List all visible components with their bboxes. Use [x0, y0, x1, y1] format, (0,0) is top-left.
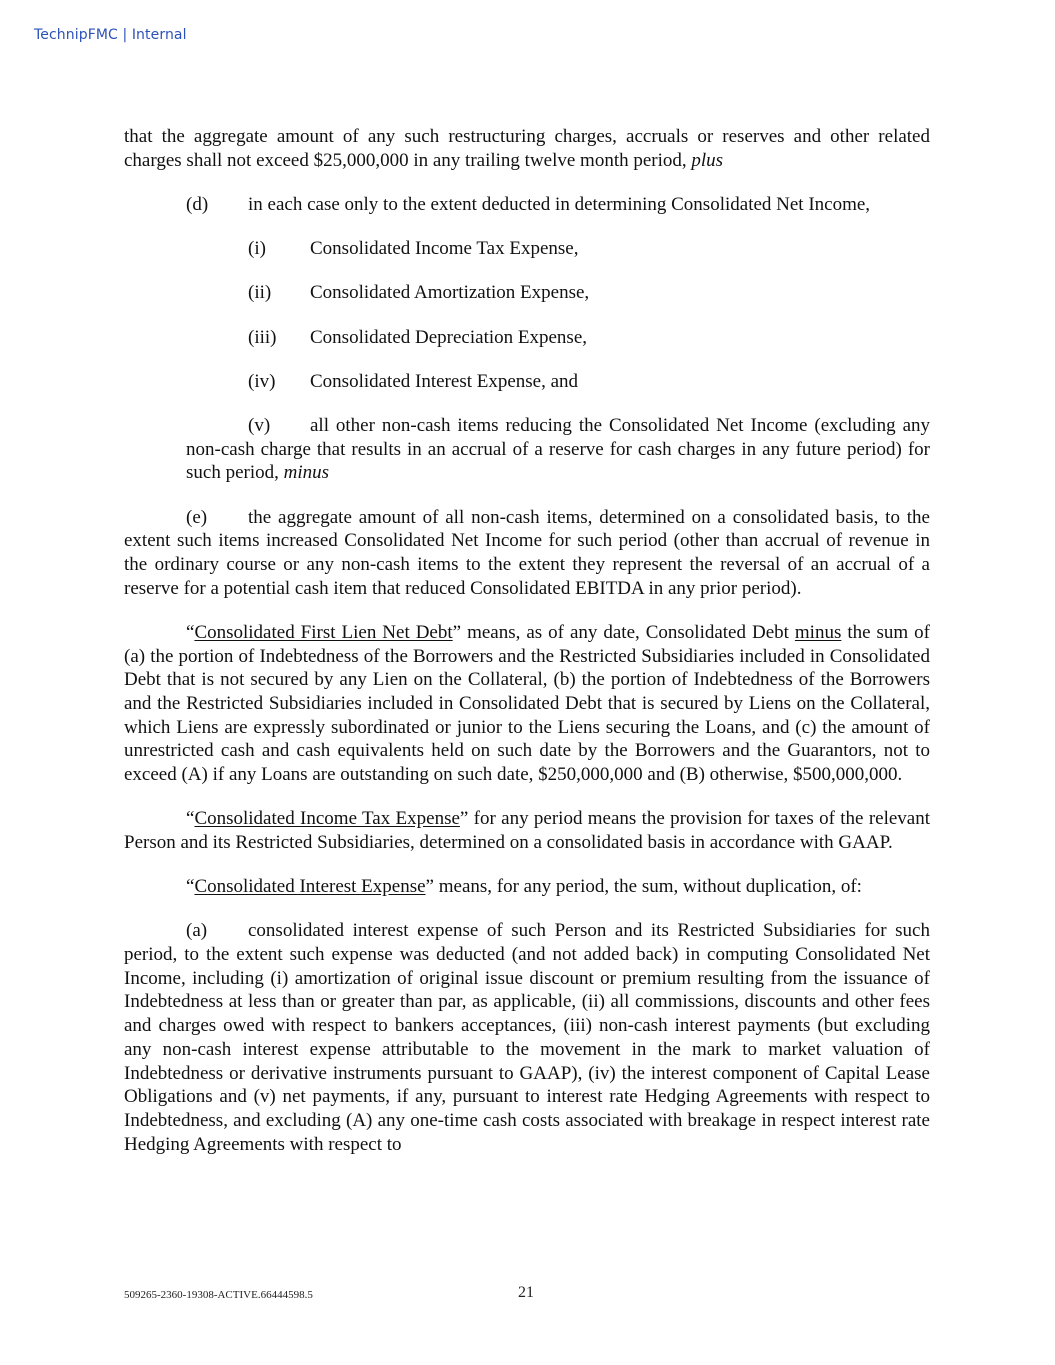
clause-d — [124, 193, 930, 217]
document-id-footer: 509265-2360-19308-ACTIVE.66444598.5 — [124, 1289, 313, 1301]
underlined-minus: minus — [794, 621, 842, 643]
clause-label: (a) — [186, 920, 208, 942]
clause-d-iii — [124, 326, 930, 350]
clause-e — [124, 506, 930, 601]
quote-open: “ — [186, 808, 195, 830]
paragraph-continuation — [124, 125, 930, 172]
clause-d-i — [124, 237, 930, 261]
clause-label: (ii) — [248, 282, 272, 304]
clause-d-ii — [124, 281, 930, 305]
emphasis-minus: minus — [283, 462, 330, 484]
paragraph-text: that the aggregate amount of any such restructuring charges, accruals or reserves and other related charges shall not exceed $25,000,000 in any trailing twelve month period, — [124, 126, 930, 171]
clause-text: Consolidated Interest Expense, and — [310, 370, 579, 392]
defined-term: Consolidated Income Tax Expense — [194, 808, 460, 830]
clause-text: Consolidated Income Tax Expense, — [310, 238, 579, 260]
quote-open: “ — [186, 621, 195, 643]
emphasis-plus: plus — [691, 149, 724, 171]
clause-text: the aggregate amount of all non-cash items, determined on a consolidated basis, to the extent such items increased Consolidated Net Income for such period (other than accrual of revenue in the ordinary course or any non-cash items to the extent they represent the reversal of an accrual of a reserve for a potential cash item that reduced Consolidated EBITDA in any prior period). — [124, 506, 930, 599]
clause-label: (v) — [248, 414, 271, 436]
document-body — [124, 125, 930, 1177]
clause-text: consolidated interest expense of such Person and its Restricted Subsidiaries for such period, to the extent such expense was deducted (and not added back) in computing Consolidated Net Income, including (i) amortization of original issue discount or premium resulting from the issuance of Indebtedness at less than or greater than par, as applicable, (ii) all commissions, discounts and other fees and charges owed with respect to bankers acceptances, (iii) non-cash interest payments (but excluding any non-cash interest expense attributable to the movement in the mark to market valuation of Indebtedness or derivative instruments pursuant to GAAP), (iv) the interest component of Capital Lease Obligations and (v) net payments, if any, pursuant to interest rate Hedging Agreements with respect to Indebtedness, and excluding (A) any one-time cash costs associated with breakage in respect interest rate Hedging Agreements with respect to — [124, 920, 930, 1155]
definition-text: ” means, as of any date, Consolidated Debt — [452, 621, 795, 643]
definition-text: ” means, for any period, the sum, without duplication, of: — [425, 876, 862, 898]
quote-open: “ — [186, 876, 195, 898]
definition-text: the sum of (a) the portion of Indebtedness of the Borrowers and the Restricted Subsidiaries included in Consolidated Debt that is not secured by any Lien on the Collateral, (b) the portion of Indebtedness of the Borrowers and the Restricted Subsidiaries included in Consolidated Debt that is secured by Liens on the Collateral, which Liens are expressly subordinated or junior to the Liens securing the Loans, and (c) the amount of unrestricted cash and cash equivalents held on such date by the Borrowers and the Guarantors, not to exceed (A) if any Loans are outstanding on such date, $250,000,000 and (B) otherwise, $500,000,000. — [124, 621, 930, 786]
clause-text: in each case only to the extent deducted in determining Consolidated Net Income, — [248, 193, 871, 215]
clause-d-iv — [124, 370, 930, 394]
clause-label: (i) — [248, 238, 266, 260]
clause-text: all other non-cash items reducing the Consolidated Net Income (excluding any non-cash charge that results in an accrual of a reserve for cash charges in any future period) for such period, — [186, 414, 930, 484]
classification-header: TechnipFMC | Internal — [34, 27, 187, 43]
clause-text: Consolidated Depreciation Expense, — [310, 326, 588, 348]
clause-text: Consolidated Amortization Expense, — [310, 282, 590, 304]
clause-label: (iv) — [248, 370, 276, 392]
clause-label: (iii) — [248, 326, 277, 348]
definition-consolidated-interest-expense — [124, 875, 930, 899]
page-number: 21 — [518, 1284, 534, 1301]
defined-term: Consolidated First Lien Net Debt — [194, 621, 453, 643]
definition-consolidated-income-tax-expense — [124, 807, 930, 854]
definition-text: ” for any period means the provision for taxes of the relevant Person and its Restricted Subsidiaries, determined on a consolidated basis in accordance with GAAP. — [124, 808, 930, 853]
clause-d-v — [124, 414, 930, 485]
clause-a — [124, 919, 930, 1156]
clause-label: (e) — [186, 506, 208, 528]
clause-label: (d) — [186, 193, 209, 215]
definition-consolidated-first-lien-net-debt — [124, 621, 930, 787]
defined-term: Consolidated Interest Expense — [194, 876, 426, 898]
